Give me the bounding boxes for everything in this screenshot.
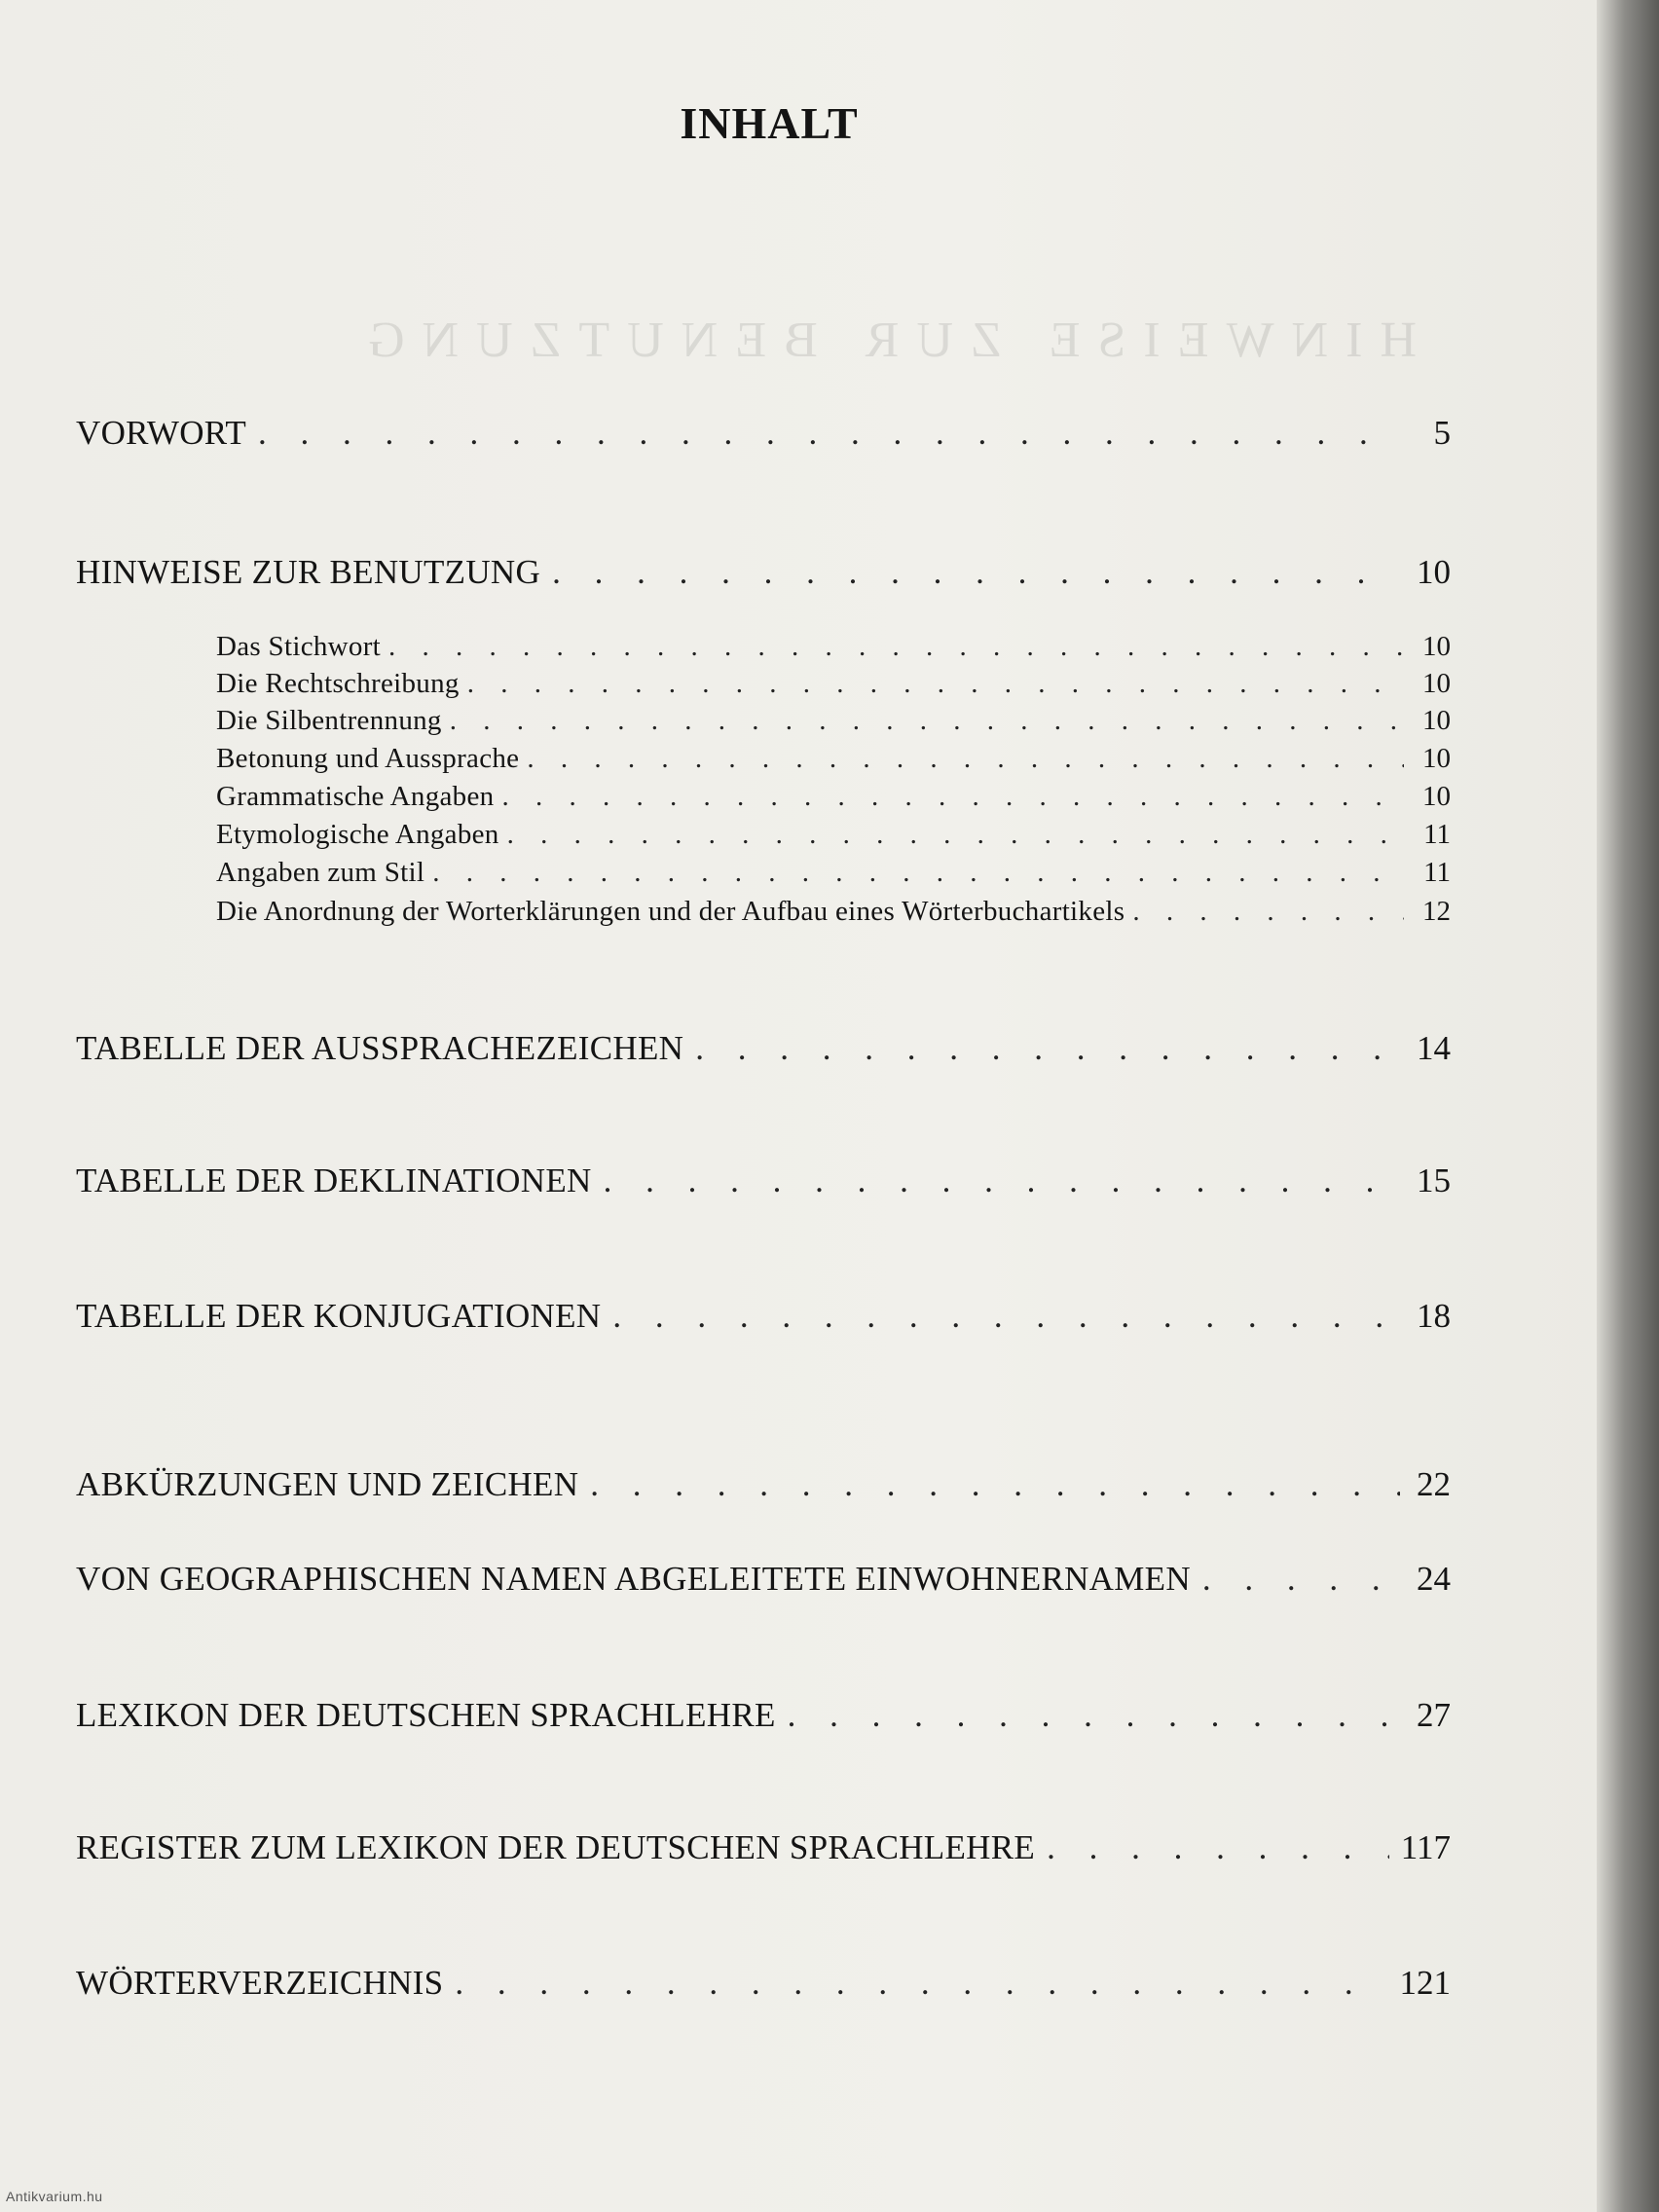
toc-entry-label: VON GEOGRAPHISCHEN NAMEN ABGELEITETE EINWOHNERNAMEN xyxy=(76,1560,1191,1598)
toc-subentry-etymologische[interactable] xyxy=(216,816,1451,853)
toc-entry-lexikon[interactable] xyxy=(76,1694,1451,1737)
toc-entry-label: WÖRTERVERZEICHNIS xyxy=(76,1964,444,2002)
toc-entry-label: HINWEISE ZUR BENUTZUNG xyxy=(76,553,541,591)
leader-dots xyxy=(432,854,1404,891)
toc-entry-page: 121 xyxy=(1399,1964,1451,2002)
toc-entry-label: ABKÜRZUNGEN UND ZEICHEN xyxy=(76,1465,579,1503)
toc-subentry-label: Die Silbentrennung xyxy=(216,705,442,736)
toc-entry-label: LEXIKON DER DEUTSCHEN SPRACHLEHRE xyxy=(76,1696,776,1734)
toc-subentry-grammatische[interactable] xyxy=(216,778,1451,815)
toc-entry-page: 117 xyxy=(1400,1828,1451,1866)
leader-dots xyxy=(501,778,1404,815)
toc-subentry-label: Etymologische Angaben xyxy=(216,819,499,850)
leader-dots xyxy=(604,1160,1400,1202)
toc-subentry-page: 10 xyxy=(1422,668,1451,699)
toc-entry-page: 15 xyxy=(1417,1161,1451,1199)
toc-subentry-label: Betonung und Aussprache xyxy=(216,743,520,774)
toc-subentry-page: 10 xyxy=(1422,631,1451,662)
toc-subentry-silbentrennung[interactable] xyxy=(216,702,1451,739)
leader-dots xyxy=(527,740,1404,777)
watermark: Antikvarium.hu xyxy=(6,2189,103,2204)
toc-subentry-anordnung[interactable] xyxy=(216,893,1451,930)
leader-dots xyxy=(1047,1826,1389,1869)
toc-entry-konjugationen[interactable] xyxy=(76,1295,1451,1338)
toc-entry-einwohnernamen[interactable] xyxy=(76,1558,1451,1601)
toc-subentry-page: 11 xyxy=(1423,857,1451,888)
toc-subentry-page: 10 xyxy=(1422,705,1451,736)
toc-subentry-label: Die Rechtschreibung xyxy=(216,668,460,699)
toc-subentry-label: Die Anordnung der Worterklärungen und der Aufbau eines Wörterbuchartikels xyxy=(216,896,1125,927)
toc-subentry-page: 10 xyxy=(1422,781,1451,812)
toc-entry-label: TABELLE DER AUSSPRACHEZEICHEN xyxy=(76,1029,684,1067)
toc-entry-page: 24 xyxy=(1417,1560,1451,1598)
toc-entry-hinweise[interactable] xyxy=(76,551,1451,594)
toc-subentry-page: 10 xyxy=(1422,743,1451,774)
toc-entry-woerterverzeichnis[interactable] xyxy=(76,1962,1451,2005)
toc-entry-abkuerzungen[interactable] xyxy=(76,1463,1451,1506)
toc-entry-label: REGISTER ZUM LEXIKON DER DEUTSCHEN SPRACHLEHRE xyxy=(76,1828,1036,1866)
page-edge-shadow xyxy=(1597,0,1659,2212)
toc-entry-aussprachezeichen[interactable] xyxy=(76,1027,1451,1070)
toc-entry-label: TABELLE DER DEKLINATIONEN xyxy=(76,1161,592,1199)
leader-dots xyxy=(258,412,1400,455)
leader-dots xyxy=(455,1962,1387,2005)
leader-dots xyxy=(788,1694,1400,1737)
toc-subentry-label: Angaben zum Stil xyxy=(216,857,425,888)
leader-dots xyxy=(552,551,1400,594)
toc-subentry-stil[interactable] xyxy=(216,854,1451,891)
leader-dots xyxy=(467,665,1404,702)
toc-subentry-rechtschreibung[interactable] xyxy=(216,665,1451,702)
leader-dots xyxy=(388,628,1404,665)
toc-entry-page: 10 xyxy=(1417,553,1451,591)
toc-entry-vorwort[interactable] xyxy=(76,412,1451,455)
leader-dots xyxy=(590,1463,1400,1506)
toc-subentry-page: 12 xyxy=(1422,896,1451,927)
toc-entry-register[interactable] xyxy=(76,1826,1451,1869)
page-title: INHALT xyxy=(680,98,859,148)
leader-dots xyxy=(1132,893,1404,930)
leader-dots xyxy=(507,816,1404,853)
toc-subentry-label: Grammatische Angaben xyxy=(216,781,495,812)
leader-dots xyxy=(695,1027,1400,1070)
toc-subentry-page: 11 xyxy=(1423,819,1451,850)
toc-entry-page: 14 xyxy=(1417,1029,1451,1067)
toc-entry-page: 22 xyxy=(1417,1465,1451,1503)
toc-entry-page: 18 xyxy=(1417,1297,1451,1335)
toc-subentry-betonung[interactable] xyxy=(216,740,1451,777)
leader-dots xyxy=(1202,1558,1400,1601)
toc-subentry-stichwort[interactable] xyxy=(216,628,1451,665)
toc-entry-label: TABELLE DER KONJUGATIONEN xyxy=(76,1297,602,1335)
leader-dots xyxy=(450,702,1404,739)
toc-entry-label: VORWORT xyxy=(76,414,246,452)
toc-entry-deklinationen[interactable] xyxy=(76,1160,1451,1202)
toc-entry-page: 27 xyxy=(1417,1696,1451,1734)
toc-subentry-label: Das Stichwort xyxy=(216,631,382,662)
toc-entry-page: 5 xyxy=(1433,414,1451,452)
leader-dots xyxy=(612,1295,1400,1338)
